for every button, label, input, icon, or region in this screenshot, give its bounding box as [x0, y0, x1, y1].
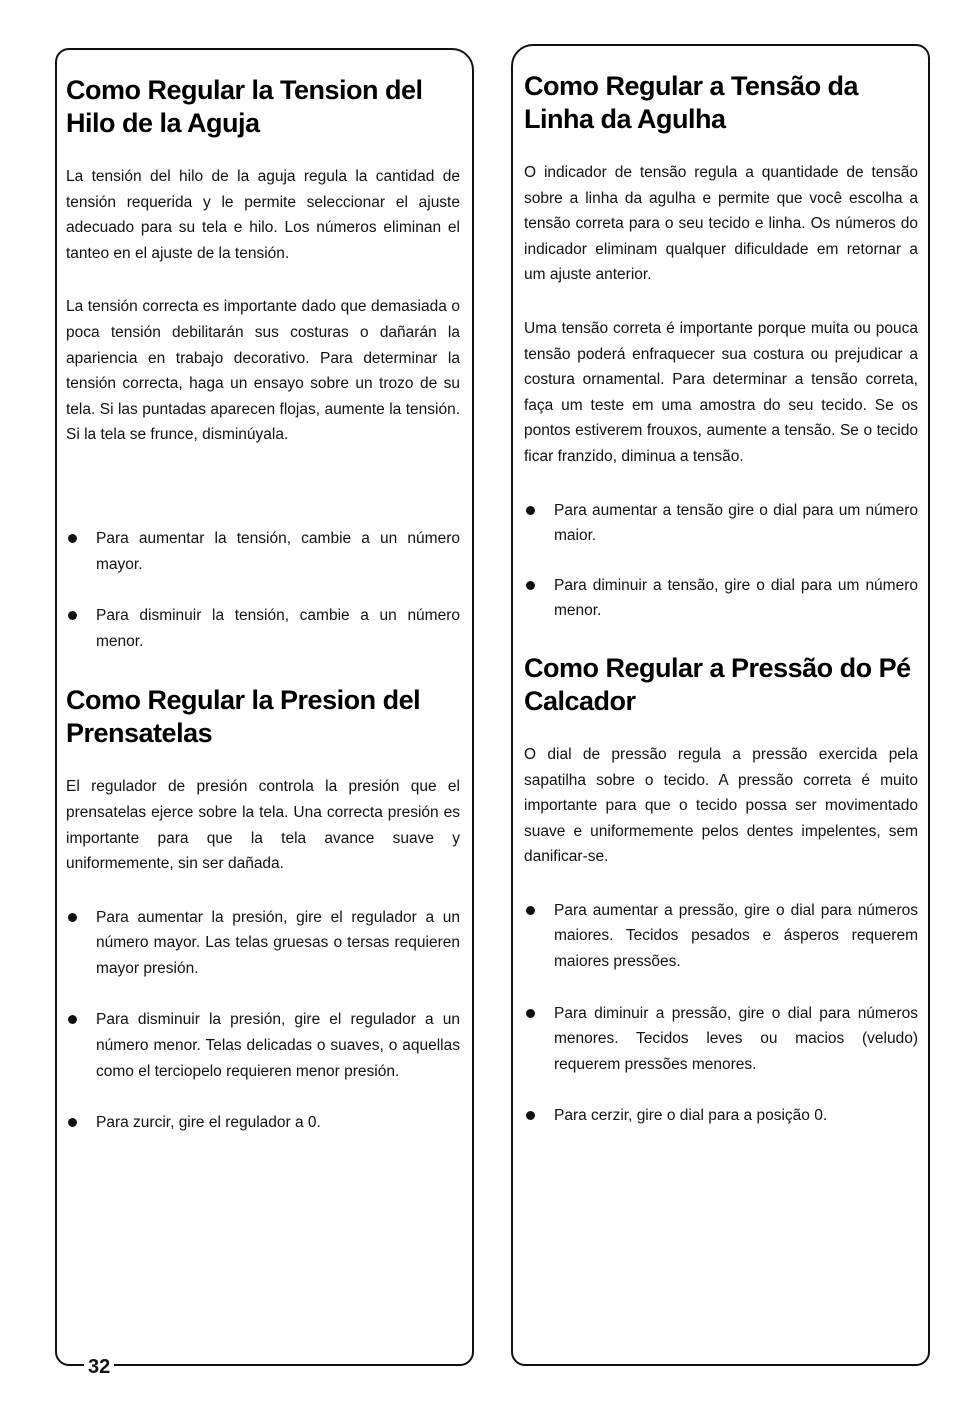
bullet-icon — [526, 506, 535, 515]
list-item: Para disminuir la tensión, cambie a un número menor. — [66, 603, 460, 654]
left-column-spanish — [66, 74, 460, 1136]
list-item: Para cerzir, gire o dial para a posição 0. — [524, 1103, 918, 1129]
list-item: Para aumentar a pressão, gire o dial para números maiores. Tecidos pesados e ásperos requerem maiores pressões. — [524, 898, 918, 975]
list-item: Para aumentar la tensión, cambie a un número mayor. — [66, 526, 460, 577]
page-number: 32 — [84, 1356, 114, 1378]
bullet-list — [66, 905, 460, 1136]
list-item: Para diminuir a pressão, gire o dial para números menores. Tecidos leves ou macios (veludo) requerem pressões menores. — [524, 1001, 918, 1078]
list-item: Para aumentar a tensão gire o dial para um número maior. — [524, 498, 918, 549]
paragraph: La tensión correcta es importante dado que demasiada o poca tensión debilitarán sus costuras o dañarán la apariencia en trabajo decorativo. Para determinar la tensión correcta, haga un ensayo sobre un trozo de su tela. Si las puntadas aparecen flojas, aumente la tensión. Si la tela se frunce, disminúyala. — [66, 298, 460, 444]
bullet-icon — [526, 1111, 535, 1120]
right-column-portuguese — [524, 70, 918, 1129]
section-title-pressure-es: Como Regular la Presion del Prensatelas — [66, 685, 421, 749]
paragraph: El regulador de presión controla la presión que el prensatelas ejerce sobre la tela. Una correcta presión es importante para que la tela avance suave y uniformemente, sin ser dañada. — [66, 778, 460, 873]
bullet-icon — [68, 611, 77, 620]
section-title-tension-es: Como Regular la Tension del Hilo de la Aguja — [66, 75, 423, 138]
bullet-icon — [68, 1015, 77, 1024]
bullet-list — [524, 898, 918, 1129]
paragraph: La tensión del hilo de la aguja regula la cantidad de tensión requerida y le permite seleccionar el ajuste adecuado para su tela e hilo. Los números eliminan el tanteo en el ajuste de la tensión. — [66, 168, 460, 262]
bullet-icon — [526, 1009, 535, 1018]
section-title-tension-pt: Como Regular a Tensão da Linha da Agulha — [524, 71, 859, 134]
list-item: Para diminuir a tensão, gire o dial para um número menor. — [524, 573, 918, 624]
bullet-list — [66, 526, 460, 654]
bullet-icon — [526, 906, 535, 915]
bullet-list — [524, 498, 918, 624]
section-title-pressure-pt: Como Regular a Pressão do Pé Calcador — [524, 652, 911, 716]
bullet-icon — [68, 1118, 77, 1127]
list-item: Para disminuir la presión, gire el regulador a un número menor. Telas delicadas o suaves, o aquellas como el terciopelo requieren menor presión. — [66, 1007, 460, 1084]
paragraph: O dial de pressão regula a pressão exercida pela sapatilha sobre o tecido. A pressão correta é muito importante para que o tecido possa ser movimentado suave e uniformemente pelos dentes impelentes, sem danificar-se. — [524, 745, 918, 866]
list-item: Para aumentar la presión, gire el regulador a un número mayor. Las telas gruesas o tersas requieren mayor presión. — [66, 905, 460, 982]
paragraph: O indicador de tensão regula a quantidade de tensão sobre a linha da agulha e permite que você escolha a tensão correta para o seu tecido e linha. Os números do indicador eliminam qualquer dificuldade em retornar a um ajuste anterior. — [524, 164, 918, 284]
bullet-icon — [68, 913, 77, 922]
paragraph: Uma tensão correta é importante porque muita ou pouca tensão poderá enfraquecer sua costura ou prejudicar a costura ornamental. Para determinar a tensão correta, faça um teste em uma amostra do seu tecido. Se os pontos estiverem frouxos, aumente a tensão. Se o tecido ficar franzido, diminua a tensão. — [524, 319, 918, 465]
bullet-icon — [68, 534, 77, 543]
bullet-icon — [526, 581, 535, 590]
list-item: Para zurcir, gire el regulador a 0. — [66, 1110, 460, 1136]
